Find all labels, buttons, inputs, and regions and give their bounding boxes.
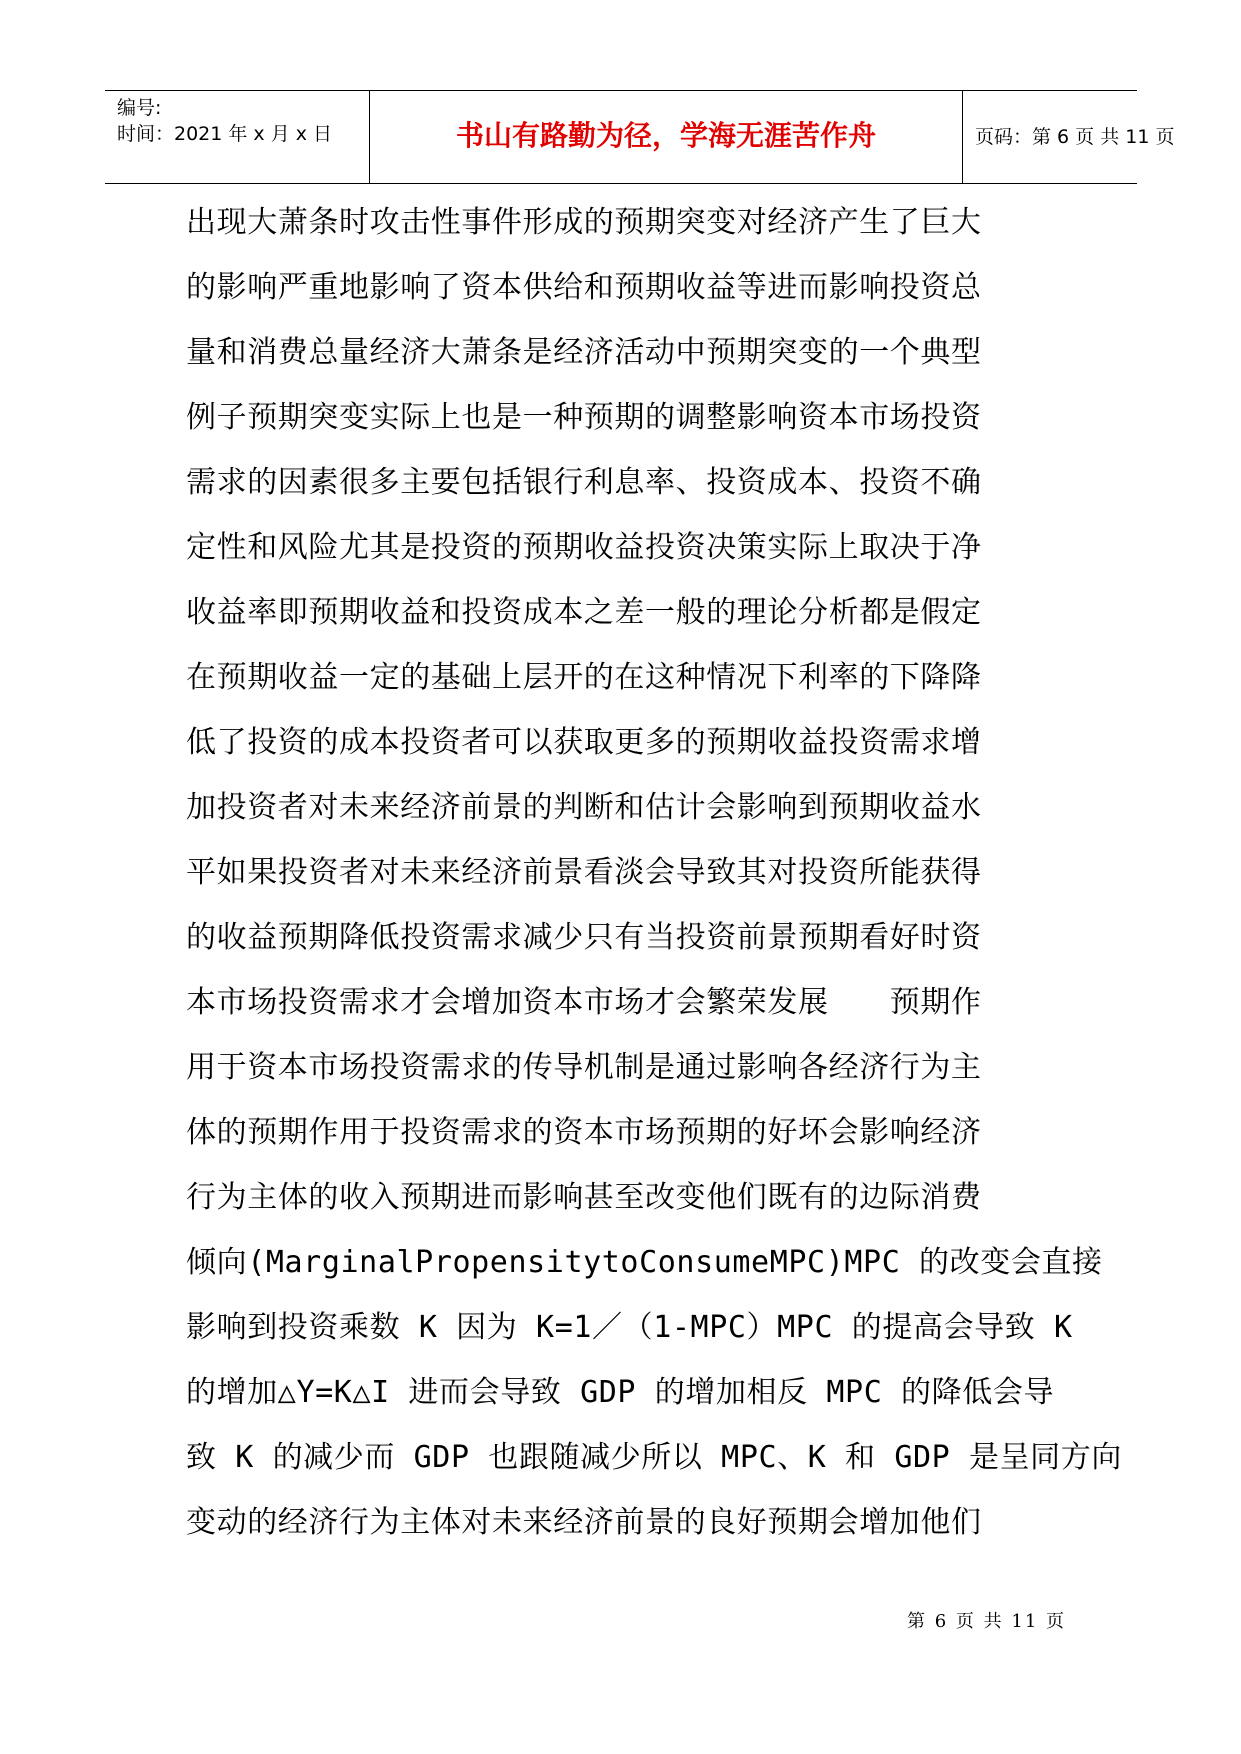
body-line: 用于资本市场投资需求的传导机制是通过影响各经济行为主	[186, 1050, 982, 1085]
body-line: 行为主体的收入预期进而影响甚至改变他们既有的边际消费	[186, 1180, 982, 1215]
motto-text: 书山有路勤为径，学海无涯苦作舟	[455, 119, 876, 152]
body-line: 量和消费总量经济大萧条是经济活动中预期突变的一个典型	[186, 335, 982, 370]
body-line: 例子预期突变实际上也是一种预期的调整影响资本市场投资	[186, 400, 982, 435]
body-line: 的收益预期降低投资需求减少只有当投资前景预期看好时资	[186, 920, 982, 955]
body-line: 低了投资的成本投资者可以获取更多的预期收益投资需求增	[186, 725, 982, 760]
header-page-cell	[963, 91, 1175, 183]
header-motto-cell	[369, 91, 963, 183]
body-line: 的增加△Y=K△I 进而会导致 GDP 的增加相反 MPC 的降低会导	[186, 1375, 1055, 1410]
body-line: 需求的因素很多主要包括银行利息率、投资成本、投资不确	[186, 465, 982, 500]
body-line: 的影响严重地影响了资本供给和预期收益等进而影响投资总	[186, 270, 982, 305]
page-footer: 第 6 页 共 11 页	[907, 1611, 1066, 1632]
body-line: 致 K 的减少而 GDP 也跟随减少所以 MPC、K 和 GDP 是呈同方向	[186, 1440, 1122, 1475]
body-line: 出现大萧条时攻击性事件形成的预期突变对经济产生了巨大	[186, 205, 982, 240]
body-line: 收益率即预期收益和投资成本之差一般的理论分析都是假定	[186, 595, 982, 630]
document-body	[186, 190, 1122, 1555]
time-label: 时间：2021 年 x 月 x 日	[117, 123, 333, 145]
body-line: 倾向(MarginalPropensitytoConsumeMPC)MPC 的改变会直接	[186, 1245, 1103, 1280]
serial-number-label: 编号:	[117, 97, 162, 119]
body-line: 体的预期作用于投资需求的资本市场预期的好坏会影响经济	[186, 1115, 982, 1150]
body-line: 本市场投资需求才会增加资本市场才会繁荣发展 预期作	[186, 985, 982, 1020]
body-line: 定性和风险尤其是投资的预期收益投资决策实际上取决于净	[186, 530, 982, 565]
body-line: 变动的经济行为主体对未来经济前景的良好预期会增加他们	[186, 1505, 982, 1540]
body-line: 影响到投资乘数 K 因为 K=1／（1-MPC）MPC 的提高会导致 K	[186, 1310, 1073, 1345]
header-info-cell	[105, 91, 369, 183]
body-line: 加投资者对未来经济前景的判断和估计会影响到预期收益水	[186, 790, 982, 825]
page-code-label: 页码：第 6 页 共 11 页	[975, 126, 1175, 148]
body-line: 平如果投资者对未来经济前景看淡会导致其对投资所能获得	[186, 855, 982, 890]
body-line: 在预期收益一定的基础上层开的在这种情况下利率的下降降	[186, 660, 982, 695]
document-header	[105, 90, 1175, 184]
